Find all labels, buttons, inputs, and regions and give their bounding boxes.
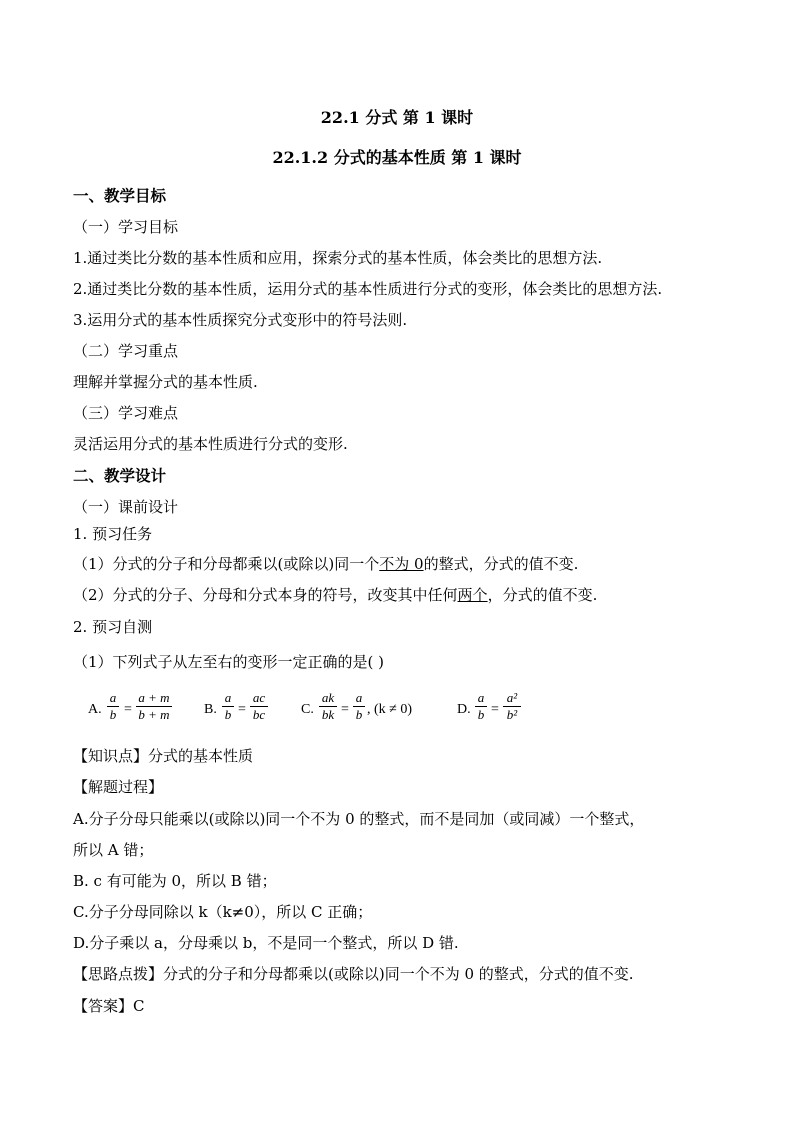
option-a-rhs-denominator: b + m bbox=[138, 707, 170, 722]
option-b-lhs-numerator: a bbox=[224, 690, 232, 705]
option-a-label: A. bbox=[88, 702, 102, 717]
option-c-label: C. bbox=[301, 702, 314, 717]
preview-task-title: 1. 预习任务 bbox=[73, 525, 153, 543]
subheading-learning-goals: （一）学习目标 bbox=[73, 218, 179, 236]
goal-2: 2.通过类比分数的基本性质，运用分式的基本性质进行分式的变形，体会类比的思想方法. bbox=[73, 280, 663, 298]
option-d-rhs-numerator: a² bbox=[506, 690, 518, 705]
option-c-lhs-denominator: bk bbox=[321, 707, 335, 722]
task-1-text-a: （1）分式的分子和分母都乘以(或除以)同一个 bbox=[73, 555, 380, 573]
solution-a-line-2: 所以 A 错； bbox=[73, 841, 154, 859]
option-b-equals: = bbox=[238, 702, 246, 717]
option-a-rhs-numerator: a + m bbox=[138, 690, 170, 705]
preview-task-1 bbox=[73, 554, 578, 574]
option-b-label: B. bbox=[204, 702, 217, 717]
document-title: 22.1 分式 第 1 课时 bbox=[320, 108, 474, 127]
option-d-label: D. bbox=[457, 702, 471, 717]
option-c-rhs-denominator: b bbox=[355, 707, 363, 722]
option-c bbox=[301, 690, 431, 734]
subheading-preclass-design: （一）课前设计 bbox=[73, 498, 179, 516]
heading-teaching-goals: 一、教学目标 bbox=[73, 186, 167, 205]
task-2-text-a: （2）分式的分子、分母和分式本身的符号，改变其中任何 bbox=[73, 586, 458, 604]
option-c-lhs-fraction bbox=[319, 690, 337, 723]
option-a-lhs-numerator: a bbox=[109, 690, 117, 705]
option-d-rhs-denominator: b² bbox=[506, 707, 518, 722]
option-d-lhs-fraction bbox=[475, 690, 487, 723]
option-b-lhs-fraction bbox=[222, 690, 234, 723]
preview-task-2 bbox=[73, 585, 597, 605]
section-title: 22.1.2 分式的基本性质 第 1 课时 bbox=[272, 148, 522, 167]
solution-d: D.分子乘以 a，分母乘以 b，不是同一个整式，所以 D 错. bbox=[73, 934, 459, 952]
option-c-rhs-numerator: a bbox=[355, 690, 363, 705]
solution-process-title: 【解题过程】 bbox=[73, 778, 164, 796]
option-d-equals: = bbox=[491, 702, 499, 717]
heading-teaching-design: 二、教学设计 bbox=[73, 466, 167, 485]
self-test-title: 2. 预习自测 bbox=[73, 618, 153, 636]
answer: 【答案】C bbox=[73, 997, 145, 1015]
goal-3: 3.运用分式的基本性质探究分式变形中的符号法则. bbox=[73, 311, 408, 329]
option-b-lhs-denominator: b bbox=[224, 707, 232, 722]
key-point-text: 理解并掌握分式的基本性质. bbox=[73, 373, 258, 391]
option-a-rhs-fraction bbox=[136, 690, 172, 723]
option-d-rhs-fraction bbox=[503, 690, 521, 723]
option-a-lhs-denominator: b bbox=[109, 707, 117, 722]
task-2-text-b: ，分式的值不变. bbox=[487, 586, 598, 604]
option-d-lhs-numerator: a bbox=[477, 690, 485, 705]
option-a-equals: = bbox=[124, 702, 132, 717]
task-1-blank: 不为 0 bbox=[379, 555, 424, 573]
solution-b: B. c 有可能为 0，所以 B 错； bbox=[73, 872, 277, 890]
option-a-lhs-fraction bbox=[107, 690, 119, 723]
option-c-lhs-numerator: ak bbox=[321, 690, 335, 705]
task-2-blank: 两个 bbox=[457, 586, 488, 604]
solution-a-line-1: A.分子分母只能乘以(或除以)同一个不为 0 的整式，而不是同加（或同减）一个整式， bbox=[73, 810, 645, 828]
goal-1: 1.通过类比分数的基本性质和应用，探索分式的基本性质，体会类比的思想方法. bbox=[73, 249, 603, 267]
difficulty-text: 灵活运用分式的基本性质进行分式的变形. bbox=[73, 435, 348, 453]
option-c-condition: , (k ≠ 0) bbox=[367, 702, 413, 717]
option-c-equals: = bbox=[341, 702, 349, 717]
option-a bbox=[88, 690, 188, 734]
task-1-text-b: 的整式，分式的值不变. bbox=[423, 555, 579, 573]
knowledge-point: 【知识点】分式的基本性质 bbox=[73, 747, 254, 765]
option-b-rhs-denominator: bc bbox=[252, 707, 266, 722]
option-b-rhs-numerator: ac bbox=[252, 690, 266, 705]
option-d-lhs-denominator: b bbox=[477, 707, 485, 722]
option-b bbox=[204, 690, 284, 734]
option-c-rhs-fraction bbox=[353, 690, 365, 723]
option-d bbox=[457, 690, 537, 734]
option-b-rhs-fraction bbox=[250, 690, 268, 723]
hint: 【思路点拨】分式的分子和分母都乘以(或除以)同一个不为 0 的整式，分式的值不变. bbox=[73, 965, 634, 983]
subheading-key-points: （二）学习重点 bbox=[73, 342, 179, 360]
solution-c: C.分子分母同除以 k（k≠0），所以 C 正确； bbox=[73, 903, 373, 921]
question-1: （1）下列式子从左至右的变形一定正确的是( ) bbox=[73, 653, 385, 671]
subheading-difficulties: （三）学习难点 bbox=[73, 404, 179, 422]
